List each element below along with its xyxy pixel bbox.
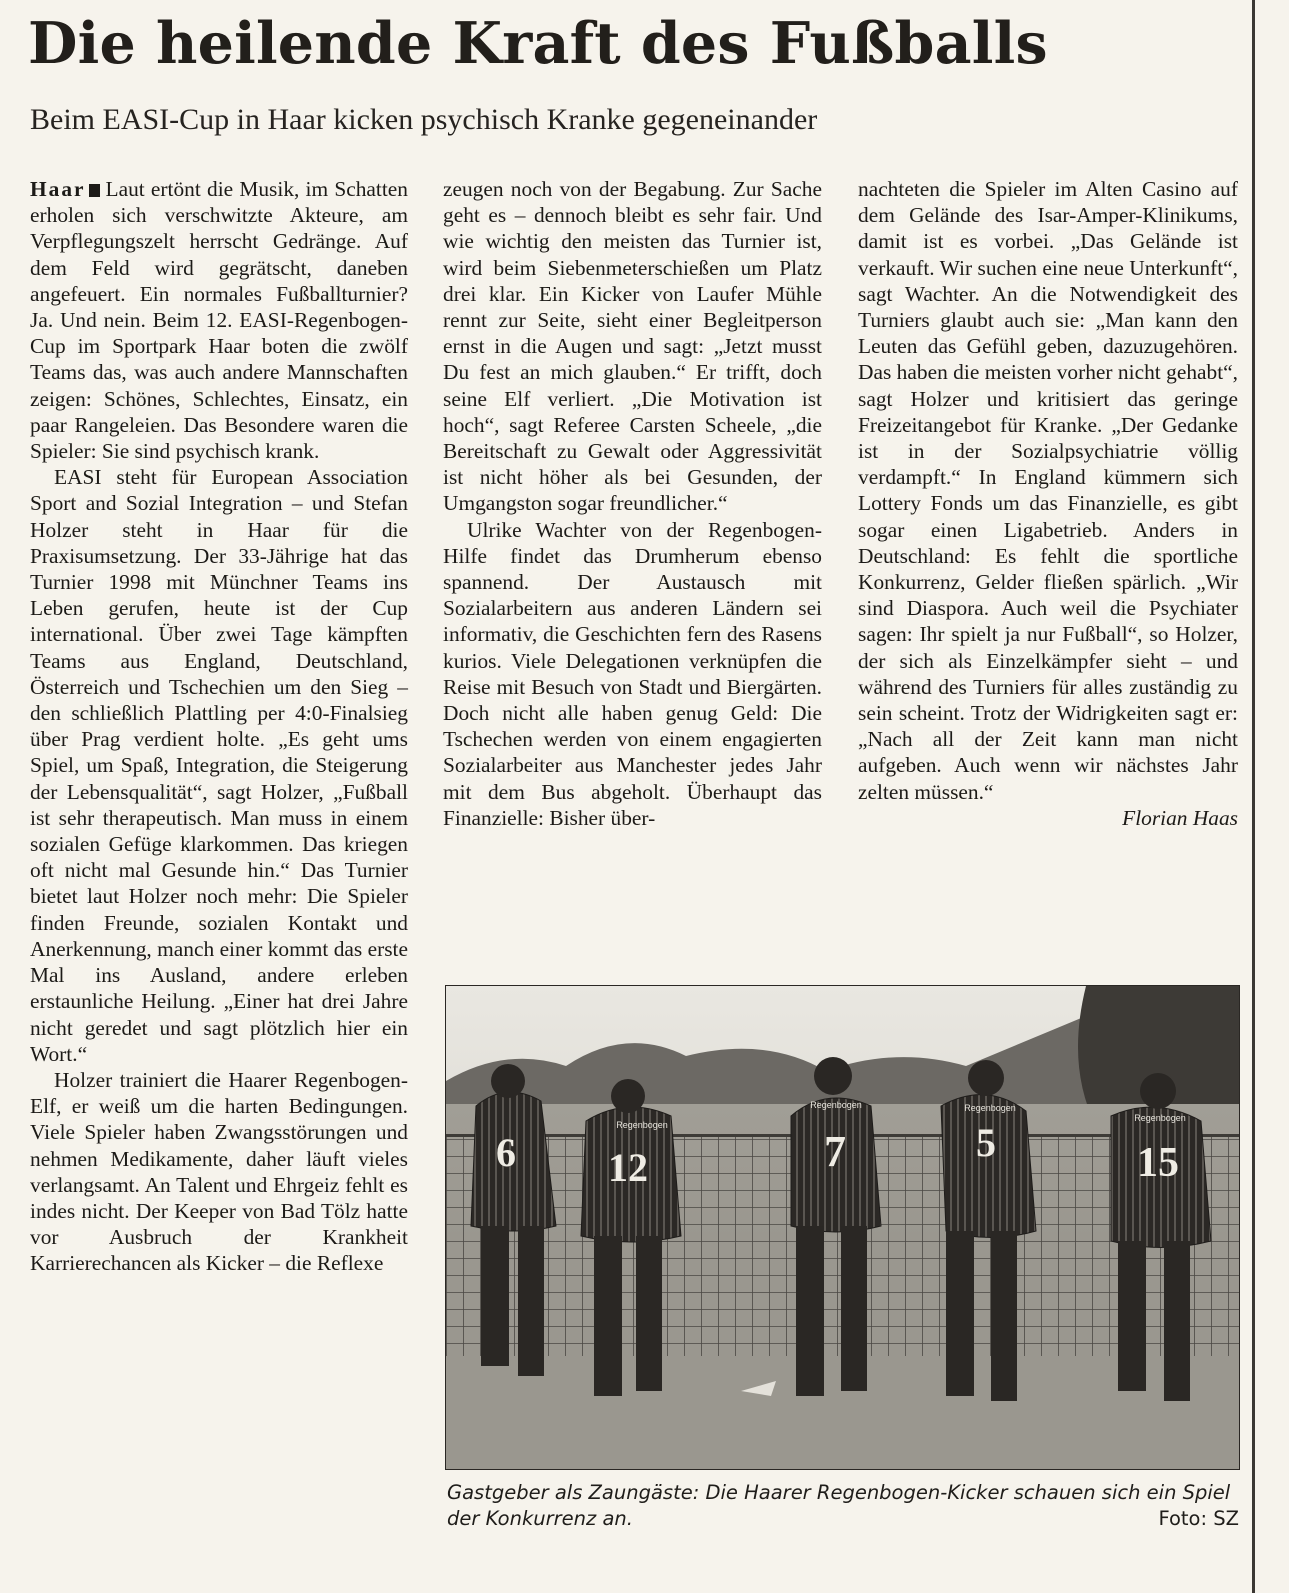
jersey-text: Regenbogen: [810, 1100, 862, 1110]
article-subheadline: Beim EASI-Cup in Haar kicken psychisch Kranke gegeneinander: [30, 103, 818, 136]
jersey-number: 5: [976, 1120, 996, 1165]
author-name: Florian Haas: [1122, 805, 1238, 830]
jersey-text: Regenbogen: [616, 1120, 668, 1130]
dateline: Haar: [30, 177, 86, 201]
page-edge-line: [1252, 0, 1255, 1593]
paragraph: EASI steht für European Association Sport and Sozial Integration – und Stefan Holzer steht in Haar für die Praxisumsetzung. Der 33-Jährige hat das Turnier 1998 mit Münchner Teams ins Leben gerufen, heute ist der Cup international. Über zwei Tage kämpften Teams aus England, Deutschland, Österreich und Tschechien um den Sieg – den schließlich Plattling per 4:0-Finalsieg über Prag verdient holte. „Es geht ums Spiel, um Spaß, Integration, die Steigerung der Lebensqualität“, sagt Holzer, „Fußball ist sehr therapeutisch. Man muss in einem sozialen Gefüge klarkommen. Das kriegen oft nicht mal Gesunde hin.“ Das Turnier bietet laut Holzer noch mehr: Die Spieler finden Freunde, sozialen Kontakt und Anerkennung, manch einer kommt das erste Mal ins Ausland, andere erleben erstaunliche Heilung. „Einer hat drei Jahre nicht geredet und sagt plötzlich hier ein Wort.“: [30, 465, 408, 1066]
dateline-square-icon: [89, 184, 100, 197]
paragraph: Ulrike Wachter von der Regenbogen-Hilfe findet das Drumherum ebenso spannend. Der Austausch mit Sozialarbeitern aus anderen Ländern sei informativ, die Geschichten fern des Rasens kurios. Viele Delegationen verknüpfen die Reise mit Besuch von Stadt und Biergärten. Doch nicht alle haben genug Geld: Die Tschechen werden von einem engagierten Sozialarbeiter aus Manchester jedes Jahr mit dem Bus abgeholt. Überhaupt das Finanzielle: Bisher über-: [443, 517, 822, 830]
caption-text: Gastgeber als Zaungäste: Die Haarer Regenbogen-Kicker schauen sich ein Spiel der Konkurrenz an.: [447, 1481, 1231, 1530]
article-headline: Die heilende Kraft des Fußballs: [28, 10, 1048, 77]
article-column-2: [443, 176, 822, 831]
lead-paragraph: [30, 176, 408, 464]
paragraph: Holzer trainiert die Haarer Regenbogen-Elf, er weiß um die harten Bedingungen. Viele Spieler haben Zwangsstörungen und nehmen Medikamente, daher läuft vieles verlangsamt. An Talent und Ehrgeiz fehlt es indes nicht. Der Keeper von Bad Tölz hatte vor Ausbruch der Krankheit Karrierechancen als Kicker – die Reflexe: [30, 1067, 408, 1276]
photo-caption: [447, 1480, 1239, 1532]
jersey-number: 15: [1137, 1140, 1179, 1186]
article-column-1: [30, 176, 408, 1277]
jersey-number: 7: [824, 1127, 846, 1176]
jersey-text: Regenbogen: [1134, 1113, 1186, 1123]
jersey-number: 6: [496, 1130, 516, 1175]
article-photo: [445, 985, 1240, 1470]
photo-illustration: [446, 986, 1239, 1469]
article-column-3: [858, 176, 1238, 831]
paragraph-text: Laut ertönt die Musik, im Schatten erholen sich verschwitzte Akteure, am Verpflegungszelt herrscht Gedränge. Auf dem Feld wird gegrätscht, daneben angefeuert. Ein normales Fußballturnier? Ja. Und nein. Beim 12. EASI-Regenbogen-Cup im Sportpark Haar boten die zwölf Teams das, was auch andere Mannschaften zeigen: Schönes, Schlechtes, Einsatz, ein paar Rangeleien. Das Besondere waren die Spieler: Sie sind psychisch krank.: [30, 177, 408, 464]
paragraph: zeugen noch von der Begabung. Zur Sache geht es – dennoch bleibt es sehr fair. Und wie wichtig den meisten das Turnier ist, wird beim Siebenmeterschießen um Platz drei klar. Ein Kicker von Laufer Mühle rennt zur Seite, sieht einer Begleitperson ernst in die Augen und sagt: „Jetzt musst Du fest an mich glauben.“ Er trifft, doch seine Elf verliert. „Die Motivation ist hoch“, sagt Referee Carsten Scheele, „die Bereitschaft zu Gewalt oder Aggressivität ist nicht höher als bei Gesunden, der Umgangston sogar freundlicher.“: [443, 177, 822, 516]
paragraph: nachteten die Spieler im Alten Casino auf dem Gelände des Isar-Amper-Klinikums, damit ist es vorbei. „Das Gelände ist verkauft. Wir suchen eine neue Unterkunft“, sagt Wachter. An die Notwendigkeit des Turniers glaubt auch sie: „Man kann den Leuten das Gefühl geben, dazuzugehören. Das haben die meisten vorher nicht gehabt“, sagt Holzer und kritisiert das geringe Freizeitangebot für Kranke. „Der Gedanke ist in der Sozialpsychiatrie völlig verdampft.“ In England kümmern sich Lottery Fonds um das Finanzielle, es gibt sogar einen Ligabetrieb. Anders in Deutschland: Es fehlt die sportliche Konkurrenz, Gelder fließen spärlich. „Wir sind Diaspora. Auch weil die Psychiater sagen: Ihr spielt ja nur Fußball“, so Holzer, der sich als Einzelkämpfer sieht – und während des Turniers für alles zuständig zu sein scheint. Trotz der Widrigkeiten sagt er: „Nach all der Zeit kann man nicht aufgeben. Auch wenn wir nächstes Jahr zelten müssen.“: [858, 177, 1238, 804]
jersey-text: Regenbogen: [964, 1103, 1016, 1113]
jersey-number: 12: [608, 1145, 648, 1190]
photo-credit: Foto: SZ: [1158, 1507, 1239, 1530]
